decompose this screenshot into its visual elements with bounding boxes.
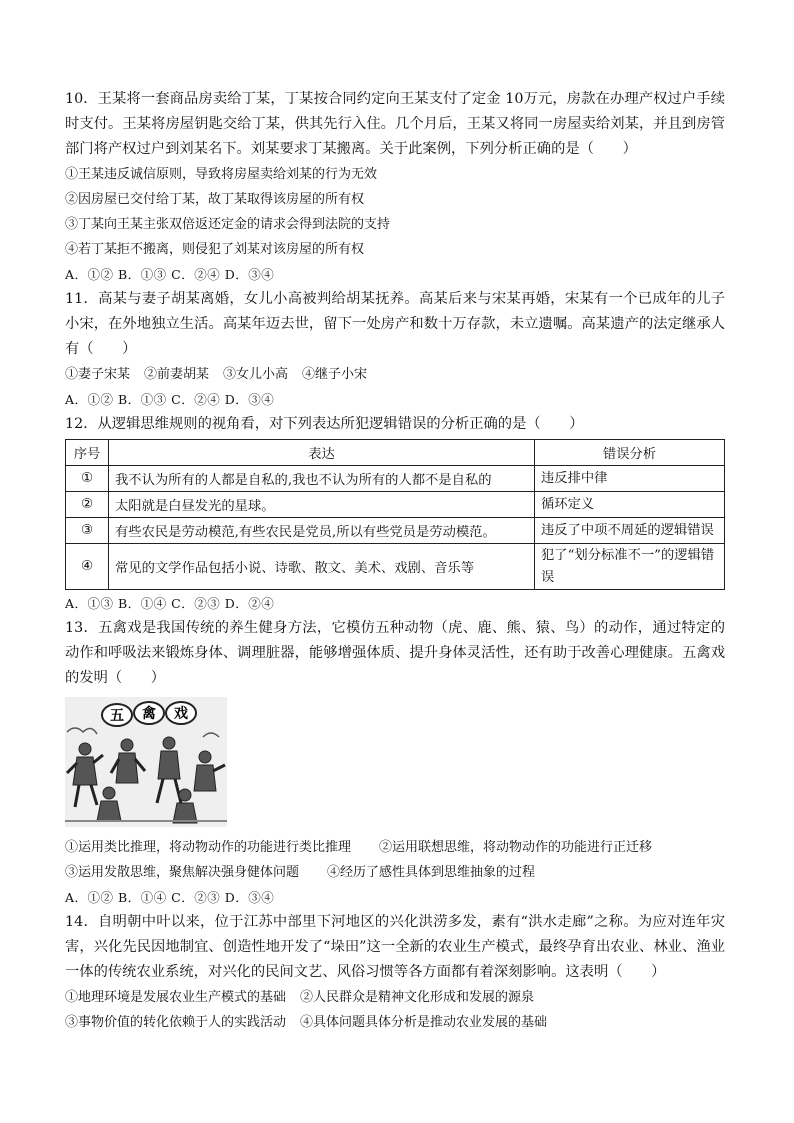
question-11-stem: 11．高某与妻子胡某离婚，女儿小高被判给胡某抚养。高某后来与宋某再婚，宋某有一个已成年的儿子小宋，在外地独立生活。高某年迈去世，留下一处房产和数十万存款，未立遗嘱。高某遗产的法定继承人有（ ） [65,291,725,357]
figure-title-char: 五 [110,708,124,724]
question-14-option-4: ④具体问题具体分析是推动农业发展的基础 [300,1015,548,1030]
exam-page [65,87,725,1035]
question-10-option-2: ②因房屋已交付给丁某，故丁某取得该房屋的所有权 [65,192,365,207]
table-cell-analysis: 犯了“划分标准不一”的逻辑错误 [535,544,725,590]
question-12-stem: 12．从逻辑思维规则的视角看，对下列表达所犯逻辑错误的分析正确的是（ ） [65,416,584,432]
table-header-expression: 表达 [109,440,535,466]
question-14 [65,910,725,1035]
question-13-option-3: ③运用发散思维，聚焦解决强身健体问题 [65,865,300,880]
question-14-options-row-1 [65,985,725,1010]
question-11 [65,287,725,412]
question-13-option-4: ④经历了感性具体到思维抽象的过程 [327,865,536,880]
table-row [66,518,725,544]
question-13-option-2: ②运用联想思维，将动物动作的功能进行正迁移 [379,840,653,855]
table-cell-index: ② [66,492,109,518]
question-10 [65,87,725,287]
question-10-option-4: ④若丁某拒不搬离，则侵犯了刘某对该房屋的所有权 [65,242,365,257]
question-14-options-row-2 [65,1010,725,1035]
table-header-index: 序号 [66,440,109,466]
table-cell-analysis: 违反了中项不周延的逻辑错误 [535,518,725,544]
table-row [66,544,725,590]
question-11-options [65,362,725,387]
question-13-options-row-1 [65,835,725,860]
question-10-option-1: ①王某违反诚信原则，导致将房屋卖给刘某的行为无效 [65,167,378,182]
wuqinxi-illustration [65,697,227,827]
table-cell-expression: 太阳就是白昼发光的星球。 [109,492,535,518]
table-header-analysis: 错误分析 [535,440,725,466]
question-12-answer-choices: A．①③ B．①④ C．②③ D．②④ [65,596,275,611]
table-row [66,466,725,492]
figure-title-char: 戏 [174,706,188,722]
question-14-option-3: ③事物价值的转化依赖于人的实践活动 [65,1015,287,1030]
table-cell-expression: 常见的文学作品包括小说、诗歌、散文、美术、戏剧、音乐等 [109,544,535,590]
question-11-option-4: ④继子小宋 [302,367,368,382]
logic-error-table [65,439,725,590]
table-cell-expression: 有些农民是劳动模范,有些农民是党员,所以有些党员是劳动模范。 [109,518,535,544]
question-10-answer-choices: A．①② B．①③ C．②④ D．③④ [65,267,275,282]
figure-title-char: 禽 [142,706,156,722]
question-10-stem: 10．王某将一套商品房卖给丁某，丁某按合同约定向王某支付了定金 10万元，房款在办理产权过户手续时支付。王某将房屋钥匙交给丁某，供其先行入住。几个月后，王某又将同一房屋卖给刘某，并且到房管部门将产权过户到刘某名下。刘某要求丁某搬离。关于此案例，下列分析正确的是（ ） [65,91,725,157]
table-cell-index: ④ [66,544,109,590]
table-cell-index: ③ [66,518,109,544]
table-cell-index: ① [66,466,109,492]
question-11-answer-choices: A．①② B．①③ C．②④ D．③④ [65,392,275,407]
question-13-answer-choices: A．①② B．①④ C．②③ D．③④ [65,890,275,905]
wuqinxi-illustration-drawing [65,697,227,827]
table-header-row [66,440,725,466]
question-11-option-1: ①妻子宋某 [65,367,131,382]
question-11-option-2: ②前妻胡某 [144,367,210,382]
question-13-options-row-2 [65,860,725,885]
question-14-option-1: ①地理环境是发展农业生产模式的基础 [65,990,287,1005]
table-cell-analysis: 违反排中律 [535,466,725,492]
question-13-option-1: ①运用类比推理，将动物动作的功能进行类比推理 [65,840,352,855]
question-14-option-2: ②人民群众是精神文化形成和发展的源泉 [300,990,535,1005]
question-14-stem: 14．自明朝中叶以来，位于江苏中部里下河地区的兴化洪涝多发，素有“洪水走廊”之称。为应对连年灾害，兴化先民因地制宜、创造性地开发了“垛田”这一全新的农业生产模式，最终孕育出农业、林业、渔业一体的传统农业系统，对兴化的民间文艺、风俗习惯等各方面都有着深刻影响。这表明（ ） [65,914,725,980]
question-12 [65,412,725,616]
table-cell-analysis: 循环定义 [535,492,725,518]
table-cell-expression: 我不认为所有的人都是自私的,我也不认为所有的人都不是自私的 [109,466,535,492]
table-row [66,492,725,518]
question-13 [65,616,725,910]
question-13-stem: 13．五禽戏是我国传统的养生健身方法，它模仿五种动物（虎、鹿、熊、猿、鸟）的动作，通过特定的动作和呼吸法来锻炼身体、调理脏器，能够增强体质、提升身体灵活性，还有助于改善心理健康。五禽戏的发明（ ） [65,620,725,686]
question-10-option-3: ③丁某向王某主张双倍返还定金的请求会得到法院的支持 [65,217,391,232]
question-11-option-3: ③女儿小高 [223,367,289,382]
